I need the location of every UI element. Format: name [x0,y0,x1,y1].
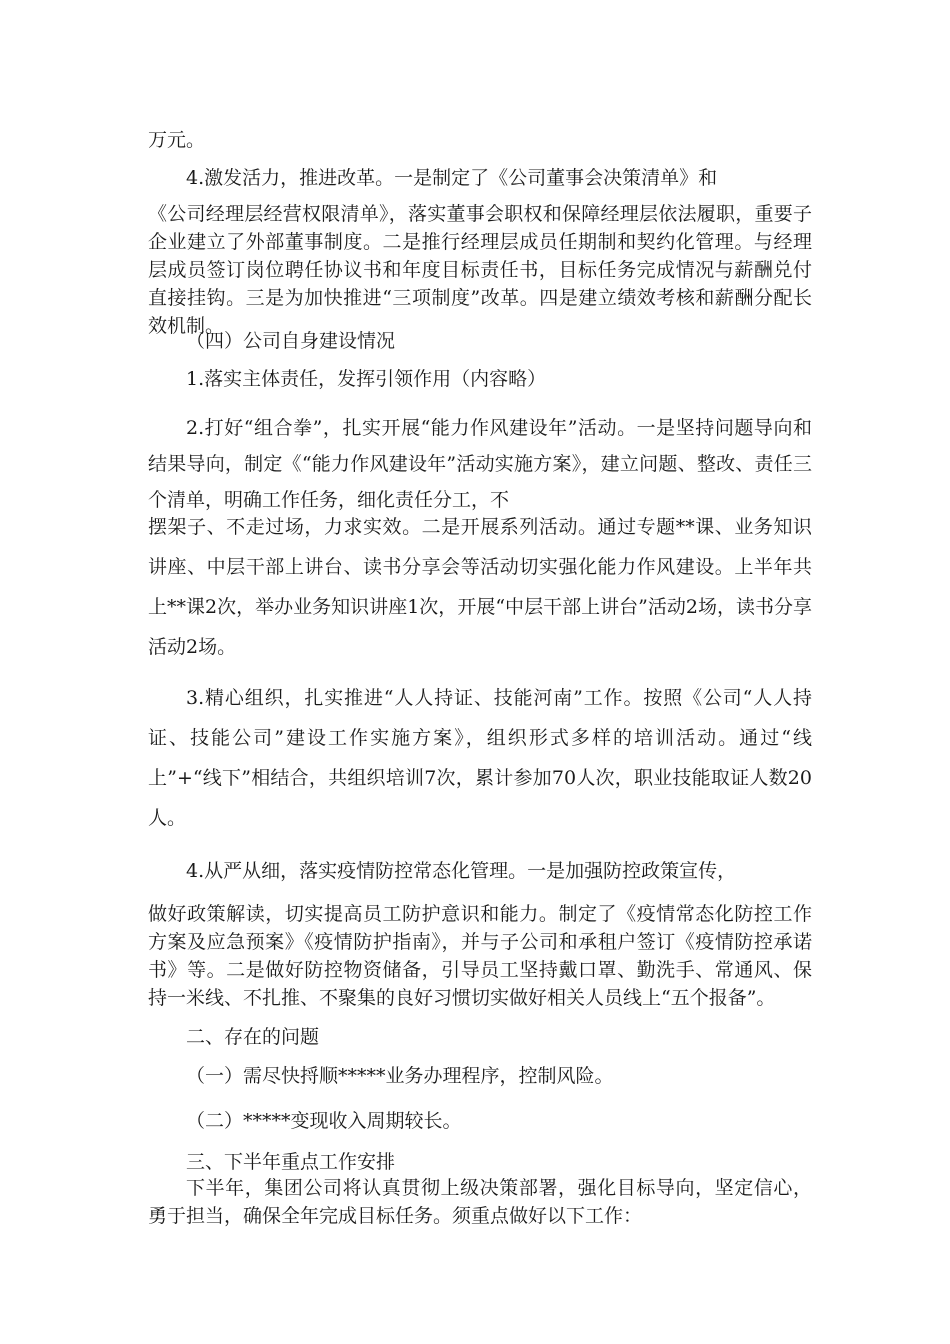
section-heading-problems: 二、存在的问题 [186,1026,320,1048]
paragraph-epidemic-body: 做好政策解读，切实提高员工防护意识和能力。制定了《疫情常态化防控工作方案及应急预案》《疫情防护指南》，并与子公司和承租户签订《疫情防控承诺书》等。二是做好防控物资储备，引导员工坚持戴口罩、勤洗手、常通风、保持一米线、不扎推、不聚集的良好习惯切实做好相关人员线上“五个报备”。 [148,903,812,1009]
paragraph-skills-certification: 3.精心组织，扎实推进“人人持证、技能河南”工作。按照《公司“人人持证、技能公司”建设工作实施方案》，组织形式多样的培训活动。通过“线上”+“线下”相结合，共组织培训7次，累计参加70人次，职业技能取证人数20人。 [148,687,812,829]
paragraph-ability-campaign-body: 摆架子、不走过场，力求实效。二是开展系列活动。通过专题**课、业务知识讲座、中层干部上讲台、读书分享会等活动切实强化能力作风建设。上半年共上**课2次，举办业务知识讲座1次，开展“中层干部上讲台”活动2场，读书分享活动2场。 [148,516,812,658]
paragraph-epidemic-intro: 4.从严从细，落实疫情防控常态化管理。一是加强防控政策宣传， [186,860,737,882]
paragraph-continuation: 万元。 [148,129,206,151]
paragraph-reform-intro: 4.激发活力，推进改革。一是制定了《公司董事会决策清单》和 [186,167,718,189]
paragraph-problem-two: （二）*****变现收入周期较长。 [186,1110,462,1132]
paragraph-work-plan: 下半年，集团公司将认真贯彻上级决策部署，强化目标导向，坚定信心，勇于担当，确保全年完成目标任务。须重点做好以下工作： [148,1177,812,1227]
paragraph-reform-body: 《公司经理层经营权限清单》，落实董事会职权和保障经理层依法履职，重要子企业建立了外部董事制度。二是推行经理层成员任期制和契约化管理。与经理层成员签订岗位聘任协议书和年度目标责任书，目标任务完成情况与薪酬兑付直接挂钩。三是为加快推进“三项制度”改革。四是建立绩效考核和薪酬分配长效机制。 [148,203,812,337]
paragraph-main-responsibility: 1.落实主体责任，发挥引领作用（内容略） [186,368,547,390]
section-heading-work-plan: 三、下半年重点工作安排 [186,1151,396,1173]
paragraph-problem-one: （一）需尽快捋顺*****业务办理程序，控制风险。 [186,1065,614,1087]
paragraph-ability-campaign-intro: 2.打好“组合拳”，扎实开展“能力作风建设年”活动。一是坚持问题导向和结果导向，制定《“能力作风建设年”活动实施方案》，建立问题、整改、责任三个清单，明确工作任务，细化责任分工，不 [148,417,812,511]
section-heading-self-construction: （四）公司自身建设情况 [186,330,396,352]
